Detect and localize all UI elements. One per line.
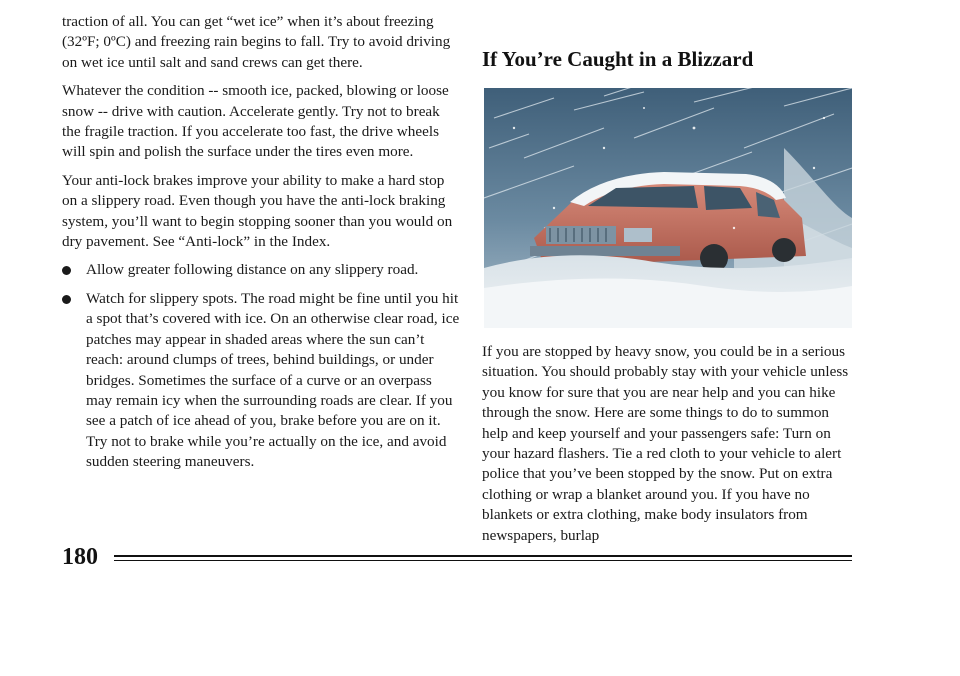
blizzard-instructions (482, 342, 854, 546)
list-item-text: Watch for slippery spots. The road might be fine until you hit a spot that’s covered with ice. On an otherwise clear road, ice patches may appear in shaded areas where the sun can’t reach: around clumps of trees, behind buildings, or under bridges. Sometimes the surface of a curve or an overpass may remain icy when the surrounding roads are clear. If you see a patch of ice ahead of you, brake before you are on it. Try not to brake while you’re actually on the ice, and avoid sudden steering maneuvers. (86, 289, 460, 471)
car-in-blizzard-image (484, 88, 852, 328)
paragraph-wet-ice: traction of all. You can get “wet ice” when it’s about freezing (32ºF; 0ºC) and freezing rain begins to fall. Try to avoid driving on wet ice until salt and sand crews can get there. (62, 13, 451, 71)
bullet-icon (62, 295, 71, 304)
list-item (62, 289, 460, 473)
paragraph-stopped-by-snow: If you are stopped by heavy snow, you could be in a serious situation. You should probably stay with your vehicle unless you know for sure that you are near help and you can hike through the snow. Here are some things to do to summon help and keep yourself and your passengers safe: Turn on your hazard flashers. Tie a red cloth to your vehicle to alert police that you’ve been stopped by the snow. Put on extra clothing or wrap a blanket around you. If you have no blankets or extra clothing, make body insulators from newspapers, burlap (482, 343, 849, 544)
page-number: 180 (62, 544, 98, 570)
tips-list (62, 260, 460, 472)
list-item-text: Allow greater following distance on any slippery road. (86, 261, 419, 279)
paragraph-drive-with-caution: Whatever the condition -- smooth ice, packed, blowing or loose snow -- drive with caution. Accelerate gently. Try not to break the fragile traction. If you accelerate too fast, the drive wheels will spin and polish the surface under the tires even more. (62, 82, 449, 161)
list-item (62, 260, 460, 280)
page-footer (62, 542, 852, 572)
blizzard-illustration (484, 88, 852, 328)
left-column (62, 12, 460, 481)
footer-rule-thin (114, 560, 852, 561)
bullet-icon (62, 266, 71, 275)
section-heading: If You’re Caught in a Blizzard (482, 47, 754, 71)
right-column (482, 12, 854, 544)
footer-rule (114, 555, 852, 557)
paragraph-anti-lock-brakes: Your anti-lock brakes improve your ability to make a hard stop on a slippery road. Even though you have the anti-lock braking system, you’ll want to begin stopping sooner than you would on dry pavement. See “Anti-lock” in the Index. (62, 171, 453, 251)
